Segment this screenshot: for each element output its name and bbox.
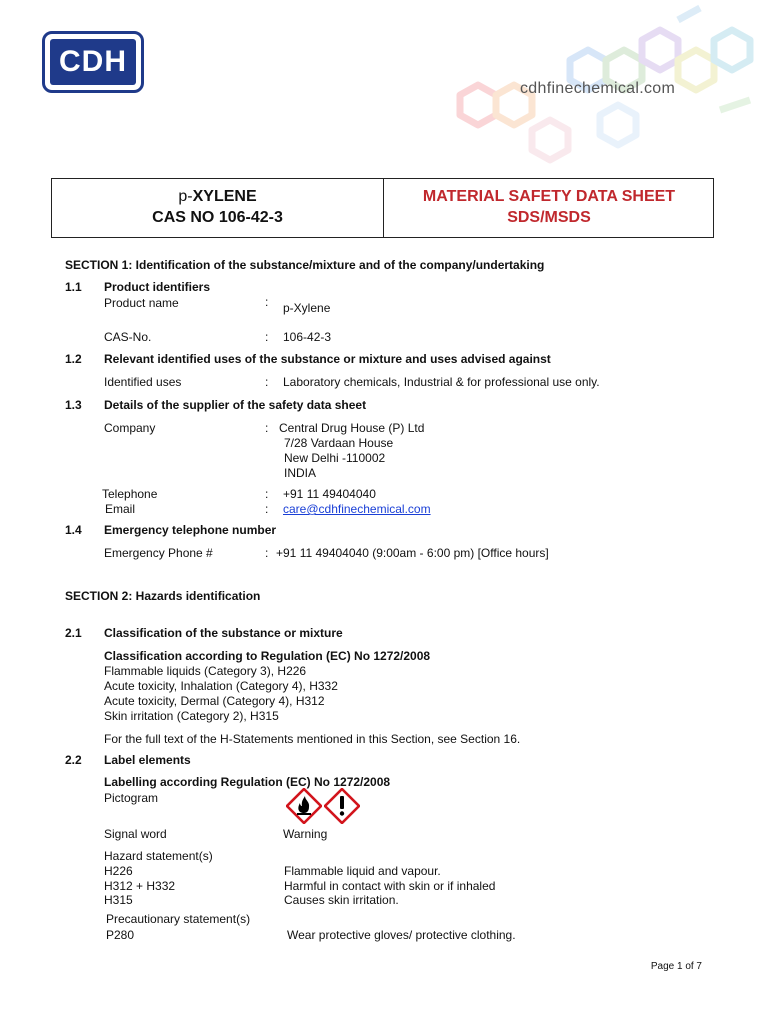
- hazard-statements-label: Hazard statement(s): [104, 849, 213, 863]
- product-title: [52, 188, 383, 206]
- hazard-code: H312 + H332: [104, 879, 176, 893]
- labelling-heading: Labelling according Regulation (EC) No 1272/2008: [104, 775, 391, 789]
- classification-line: Acute toxicity, Dermal (Category 4), H312: [104, 694, 325, 708]
- classification-line: Flammable liquids (Category 3), H226: [104, 664, 307, 678]
- s22-num: 2.2: [65, 753, 82, 767]
- emergency-value: +91 11 49404040 (9:00am - 6:00 pm) [Office hours]: [276, 546, 549, 560]
- product-name-value: p-Xylene: [283, 301, 331, 315]
- company-line: 7/28 Vardaan House: [284, 436, 394, 450]
- company-line: New Delhi -110002: [284, 451, 386, 465]
- company-line: Central Drug House (P) Ltd: [279, 421, 425, 435]
- signal-word-value: Warning: [283, 827, 328, 841]
- s13-title: Details of the supplier of the safety data sheet: [104, 398, 367, 412]
- company-label: Company: [104, 421, 156, 435]
- pictogram-label: Pictogram: [104, 791, 159, 805]
- s21-num: 2.1: [65, 626, 82, 640]
- section1-title: SECTION 1: Identification of the substance/mixture and of the company/undertaking: [65, 258, 545, 272]
- hazard-code: H315: [104, 893, 133, 907]
- s11-title: Product identifiers: [104, 280, 211, 294]
- hazard-code: H226: [104, 864, 133, 878]
- s21-title: Classification of the substance or mixture: [104, 626, 343, 640]
- colon: :: [265, 487, 269, 501]
- colon: :: [265, 295, 269, 309]
- precaution-text: Wear protective gloves/ protective clothing.: [287, 928, 516, 942]
- classification-heading: Classification according to Regulation (EC) No 1272/2008: [104, 649, 431, 663]
- email-label: Email: [105, 502, 136, 516]
- doc-title: MATERIAL SAFETY DATA SHEET: [422, 188, 676, 205]
- colon: :: [265, 546, 269, 560]
- s12-title: Relevant identified uses of the substance or mixture and uses advised against: [104, 352, 551, 366]
- s14-title: Emergency telephone number: [104, 523, 277, 537]
- classification-line: Acute toxicity, Inhalation (Category 4), H332: [104, 679, 338, 693]
- uses-value: Laboratory chemicals, Industrial & for professional use only.: [283, 375, 600, 389]
- s13-num: 1.3: [65, 398, 82, 412]
- cas-title: CAS NO 106-42-3: [152, 209, 283, 226]
- doc-subtitle: SDS/MSDS: [507, 209, 591, 226]
- telephone-label: Telephone: [102, 487, 158, 501]
- exclamation-pictogram-icon: [324, 788, 360, 824]
- s12-num: 1.2: [65, 352, 82, 366]
- document-header-box: [51, 178, 714, 238]
- flame-pictogram-icon: [286, 788, 322, 824]
- colon: :: [265, 330, 269, 344]
- colon: :: [265, 421, 269, 435]
- classification-line: Skin irritation (Category 2), H315: [104, 709, 279, 723]
- website-text: cdhfinechemical.com: [520, 80, 676, 97]
- hazard-text: Flammable liquid and vapour.: [284, 864, 441, 878]
- cdh-logo: [42, 31, 144, 93]
- cas-label: CAS-No.: [104, 330, 152, 344]
- page-number: Page 1 of 7: [650, 961, 702, 972]
- telephone-value: +91 11 49404040: [283, 487, 376, 501]
- emergency-label: Emergency Phone #: [104, 546, 213, 560]
- precaution-code: P280: [106, 928, 135, 942]
- s22-title: Label elements: [104, 753, 191, 767]
- s11-num: 1.1: [65, 280, 82, 294]
- hazard-text: Causes skin irritation.: [284, 893, 399, 907]
- product-name-label: Product name: [104, 296, 179, 310]
- uses-label: Identified uses: [104, 375, 182, 389]
- section2-title: SECTION 2: Hazards identification: [65, 589, 261, 603]
- cas-value: 106-42-3: [283, 330, 332, 344]
- logo-text: CDH: [50, 39, 136, 85]
- hazard-text: Harmful in contact with skin or if inhaled: [284, 879, 496, 893]
- company-line: INDIA: [284, 466, 317, 480]
- signal-word-label: Signal word: [104, 827, 167, 841]
- product-main: XYLENE: [192, 188, 257, 205]
- product-prefix: p-: [178, 188, 193, 205]
- colon: :: [265, 375, 269, 389]
- email-link[interactable]: care@cdhfinechemical.com: [283, 502, 431, 516]
- h-statements-note: For the full text of the H-Statements mentioned in this Section, see Section 16.: [104, 732, 521, 746]
- precautionary-label: Precautionary statement(s): [106, 912, 251, 926]
- s14-num: 1.4: [65, 523, 82, 537]
- colon: :: [265, 502, 269, 516]
